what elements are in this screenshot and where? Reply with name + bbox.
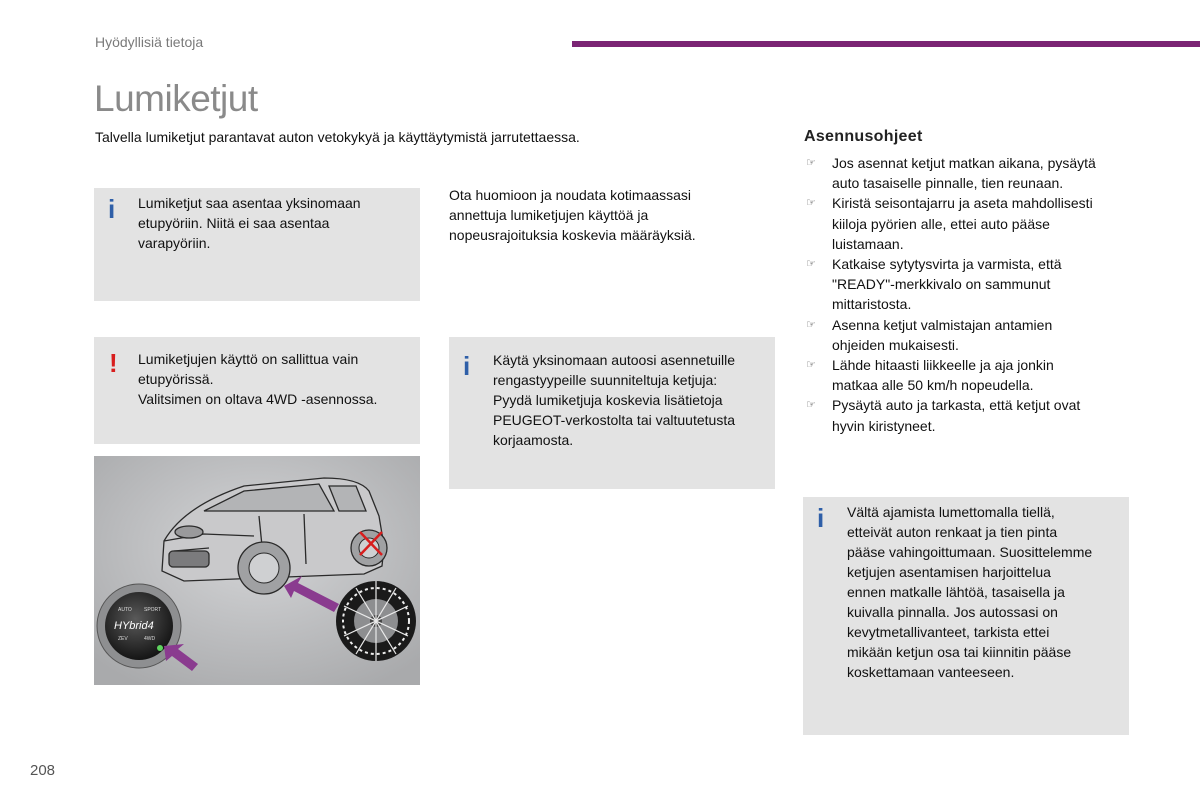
info-box-text bbox=[138, 193, 361, 253]
warning-icon: ! bbox=[109, 348, 118, 378]
text-line: rengastyypeille suunniteltuja ketjuja: bbox=[493, 372, 718, 388]
text-line: pääse vahingoittumaan. Suosittelemme bbox=[847, 544, 1093, 560]
installation-heading: Asennusohjeet bbox=[804, 128, 923, 145]
info-box-snowless-road bbox=[803, 497, 1129, 735]
text-line: mittaristosta. bbox=[832, 296, 912, 313]
text-line: auto tasaiselle pinnalle, tien reunaan. bbox=[832, 175, 1064, 192]
regulations-note bbox=[449, 185, 696, 245]
text-line: luistamaan. bbox=[832, 235, 904, 252]
info-box-chain-types bbox=[449, 337, 775, 489]
text-line: etupyörissä. bbox=[138, 371, 214, 387]
text-line: Pysäytä auto ja tarkasta, että ketjut ovat bbox=[832, 397, 1081, 414]
text-line: Ota huomioon ja noudata kotimaassasi bbox=[449, 187, 692, 203]
text-line: Lähde hitaasti liikkeelle ja aja jonkin bbox=[832, 357, 1054, 374]
text-line: koskettamaan vanteeseen. bbox=[847, 664, 1015, 680]
list-item bbox=[806, 355, 1136, 395]
text-line: ennen matkalle lähtöä, tasaisella ja bbox=[847, 584, 1065, 600]
info-icon: i bbox=[817, 503, 825, 533]
info-box-front-wheels bbox=[94, 188, 420, 301]
page-number: 208 bbox=[30, 762, 56, 779]
header-section-label: Hyödyllisiä tietoja bbox=[95, 34, 204, 50]
pointing-hand-icon: ☞ bbox=[806, 157, 816, 169]
info-icon: i bbox=[463, 351, 471, 381]
info-box-text bbox=[493, 350, 735, 450]
text-line: mikään ketjun osa tai kiinnitin pääse bbox=[847, 644, 1072, 660]
snow-chain-illustration bbox=[94, 456, 420, 685]
text-line: Lumiketjujen käyttö on sallittua vain bbox=[138, 351, 359, 367]
intro-text: Talvella lumiketjut parantavat auton vetokykyä ja käyttäytymistä jarrutettaessa. bbox=[95, 129, 580, 145]
warning-box-text bbox=[138, 349, 377, 409]
list-item bbox=[806, 254, 1136, 315]
pointing-hand-icon: ☞ bbox=[806, 258, 816, 271]
pointing-hand-icon: ☞ bbox=[806, 399, 816, 412]
list-item bbox=[806, 193, 1136, 254]
list-item bbox=[806, 315, 1136, 355]
text-line: ketjujen asentamisen harjoittelua bbox=[847, 564, 1051, 580]
header-rule bbox=[572, 41, 1200, 47]
list-item bbox=[806, 395, 1136, 435]
info-box-text bbox=[847, 502, 1092, 682]
text-line: kevytmetallivanteet, tarkista ettei bbox=[847, 624, 1050, 640]
selector-label-auto: AUTO bbox=[118, 607, 132, 613]
chained-wheel bbox=[336, 581, 416, 661]
text-line: Lumiketjut saa asentaa yksinomaan bbox=[138, 195, 361, 211]
text-line: etupyöriin. Niitä ei saa asentaa bbox=[138, 215, 330, 231]
warning-box-4wd bbox=[94, 337, 420, 444]
selector-label-4wd: 4WD bbox=[144, 636, 156, 642]
text-line: kiiloja pyörien alle, ettei auto pääse bbox=[832, 215, 1050, 232]
page-title: Lumiketjut bbox=[94, 78, 258, 119]
installation-steps bbox=[806, 153, 1136, 436]
selector-brand: HYbrid4 bbox=[114, 620, 154, 632]
text-line: etteivät auton renkaat ja tien pinta bbox=[847, 524, 1058, 540]
info-icon: i bbox=[108, 194, 116, 224]
list-item bbox=[806, 153, 1136, 193]
text-line: Pyydä lumiketjuja koskevia lisätietoja bbox=[493, 392, 723, 408]
text-line: Kiristä seisontajarru ja aseta mahdollisesti bbox=[832, 195, 1093, 212]
text-line: Valitsimen on oltava 4WD -asennossa. bbox=[138, 391, 378, 407]
pointing-hand-icon: ☞ bbox=[806, 318, 816, 331]
text-line: PEUGEOT-verkostolta tai valtuutetusta bbox=[493, 412, 735, 428]
text-line: korjaamosta. bbox=[493, 432, 574, 448]
selector-label-sport: SPORT bbox=[144, 607, 162, 613]
text-line: Vältä ajamista lumettomalla tiellä, bbox=[847, 504, 1055, 520]
text-line: matkaa alle 50 km/h nopeudella. bbox=[832, 377, 1034, 394]
text-line: Asenna ketjut valmistajan antamien bbox=[832, 316, 1053, 333]
text-line: hyvin kiristyneet. bbox=[832, 417, 936, 434]
text-line: Käytä yksinomaan autoosi asennetuille bbox=[493, 352, 736, 368]
text-line: Katkaise sytytysvirta ja varmista, että bbox=[832, 256, 1062, 273]
text-line: annettuja lumiketjujen käyttöä ja bbox=[449, 207, 649, 223]
pointing-hand-icon: ☞ bbox=[806, 197, 816, 210]
pointing-hand-icon: ☞ bbox=[806, 359, 816, 372]
selector-label-zev: ZEV bbox=[118, 636, 128, 642]
text-line: kuivalla pinnalla. Jos autossasi on bbox=[847, 604, 1058, 620]
text-line: Jos asennat ketjut matkan aikana, pysäytä bbox=[832, 155, 1096, 171]
text-line: varapyöriin. bbox=[138, 235, 211, 251]
text-line: ohjeiden mukaisesti. bbox=[832, 336, 959, 353]
text-line: nopeusrajoituksia koskevia määräyksiä. bbox=[449, 227, 696, 243]
text-line: "READY"-merkkivalo on sammunut bbox=[832, 276, 1051, 293]
